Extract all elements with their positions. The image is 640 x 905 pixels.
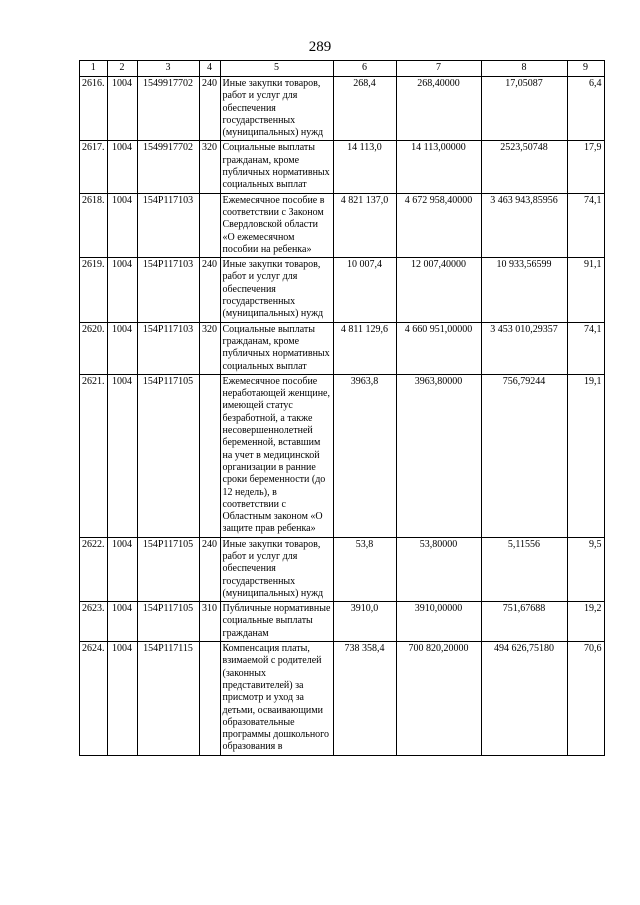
expense-kind-cell: 240: [199, 537, 220, 601]
executed-amount-cell: 756,79244: [481, 374, 567, 537]
column-header: 3: [137, 61, 199, 77]
target-code-cell: 154P117105: [137, 537, 199, 601]
target-code-cell: 154P117105: [137, 602, 199, 642]
section-code-cell: 1004: [107, 258, 137, 322]
section-code-cell: 1004: [107, 537, 137, 601]
name-cell: Социальные выплаты гражданам, кроме публичных нормативных социальных выплат: [220, 141, 333, 193]
row-number-cell: 2622.: [80, 537, 108, 601]
percent-cell: 6,4: [567, 77, 604, 141]
column-header: 1: [80, 61, 108, 77]
approved-amount-cell: 3910,00000: [396, 602, 481, 642]
column-header: 7: [396, 61, 481, 77]
executed-amount-cell: 751,67688: [481, 602, 567, 642]
target-code-cell: 154P117115: [137, 642, 199, 756]
plan-amount-cell: 53,8: [333, 537, 396, 601]
budget-table: [79, 60, 605, 756]
section-code-cell: 1004: [107, 374, 137, 537]
table-row: [80, 374, 605, 537]
percent-cell: 74,1: [567, 322, 604, 374]
plan-amount-cell: 10 007,4: [333, 258, 396, 322]
header-row: [80, 61, 605, 77]
table-row: [80, 258, 605, 322]
name-cell: Иные закупки товаров, работ и услуг для обеспечения государственных (муниципальных) нужд: [220, 537, 333, 601]
approved-amount-cell: 700 820,20000: [396, 642, 481, 756]
executed-amount-cell: 2523,50748: [481, 141, 567, 193]
plan-amount-cell: 738 358,4: [333, 642, 396, 756]
name-cell: Компенсация платы, взимаемой с родителей (законных представителей) за присмотр и уход за детьми, осваивающими образовательные программы дошкольного образования в: [220, 642, 333, 756]
expense-kind-cell: [199, 193, 220, 257]
row-number-cell: 2617.: [80, 141, 108, 193]
approved-amount-cell: 268,40000: [396, 77, 481, 141]
row-number-cell: 2616.: [80, 77, 108, 141]
table-row: [80, 602, 605, 642]
section-code-cell: 1004: [107, 642, 137, 756]
target-code-cell: 154P117103: [137, 258, 199, 322]
column-header: 5: [220, 61, 333, 77]
expense-kind-cell: [199, 642, 220, 756]
plan-amount-cell: 3910,0: [333, 602, 396, 642]
percent-cell: 19,2: [567, 602, 604, 642]
plan-amount-cell: 3963,8: [333, 374, 396, 537]
column-header: 6: [333, 61, 396, 77]
name-cell: Ежемесячное пособие в соответствии с Законом Свердловской области «О ежемесячном пособии на ребенка»: [220, 193, 333, 257]
row-number-cell: 2623.: [80, 602, 108, 642]
executed-amount-cell: 3 463 943,85956: [481, 193, 567, 257]
executed-amount-cell: 10 933,56599: [481, 258, 567, 322]
expense-kind-cell: 240: [199, 77, 220, 141]
section-code-cell: 1004: [107, 141, 137, 193]
column-header: 9: [567, 61, 604, 77]
section-code-cell: 1004: [107, 193, 137, 257]
plan-amount-cell: 4 811 129,6: [333, 322, 396, 374]
executed-amount-cell: 5,11556: [481, 537, 567, 601]
page-number: 289: [308, 39, 332, 55]
table-row: [80, 141, 605, 193]
row-number-cell: 2624.: [80, 642, 108, 756]
section-code-cell: 1004: [107, 602, 137, 642]
expense-kind-cell: 310: [199, 602, 220, 642]
plan-amount-cell: 14 113,0: [333, 141, 396, 193]
table-row: [80, 537, 605, 601]
row-number-cell: 2619.: [80, 258, 108, 322]
table-row: [80, 193, 605, 257]
table-row: [80, 642, 605, 756]
approved-amount-cell: 4 660 951,00000: [396, 322, 481, 374]
executed-amount-cell: 494 626,75180: [481, 642, 567, 756]
plan-amount-cell: 268,4: [333, 77, 396, 141]
percent-cell: 74,1: [567, 193, 604, 257]
plan-amount-cell: 4 821 137,0: [333, 193, 396, 257]
section-code-cell: 1004: [107, 77, 137, 141]
name-cell: Иные закупки товаров, работ и услуг для обеспечения государственных (муниципальных) нужд: [220, 77, 333, 141]
approved-amount-cell: 53,80000: [396, 537, 481, 601]
target-code-cell: 1549917702: [137, 141, 199, 193]
target-code-cell: 154P117103: [137, 322, 199, 374]
approved-amount-cell: 12 007,40000: [396, 258, 481, 322]
section-code-cell: 1004: [107, 322, 137, 374]
row-number-cell: 2618.: [80, 193, 108, 257]
approved-amount-cell: 4 672 958,40000: [396, 193, 481, 257]
target-code-cell: 1549917702: [137, 77, 199, 141]
expense-kind-cell: 240: [199, 258, 220, 322]
target-code-cell: 154P117103: [137, 193, 199, 257]
column-header: 8: [481, 61, 567, 77]
table-row: [80, 322, 605, 374]
percent-cell: 19,1: [567, 374, 604, 537]
percent-cell: 9,5: [567, 537, 604, 601]
approved-amount-cell: 3963,80000: [396, 374, 481, 537]
name-cell: Ежемесячное пособие неработающей женщине, имеющей статус безработной, а также несовершеннолетней беременной, вставшим на учет в медицинской организации в ранние сроки беременности (до 12 недель), в соответствии с Областным законом «О защите прав ребенка»: [220, 374, 333, 537]
column-header: 2: [107, 61, 137, 77]
row-number-cell: 2621.: [80, 374, 108, 537]
name-cell: Публичные нормативные социальные выплаты гражданам: [220, 602, 333, 642]
percent-cell: 70,6: [567, 642, 604, 756]
row-number-cell: 2620.: [80, 322, 108, 374]
expense-kind-cell: [199, 374, 220, 537]
column-header: 4: [199, 61, 220, 77]
expense-kind-cell: 320: [199, 141, 220, 193]
approved-amount-cell: 14 113,00000: [396, 141, 481, 193]
percent-cell: 17,9: [567, 141, 604, 193]
name-cell: Иные закупки товаров, работ и услуг для обеспечения государственных (муниципальных) нужд: [220, 258, 333, 322]
percent-cell: 91,1: [567, 258, 604, 322]
table-row: [80, 77, 605, 141]
name-cell: Социальные выплаты гражданам, кроме публичных нормативных социальных выплат: [220, 322, 333, 374]
expense-kind-cell: 320: [199, 322, 220, 374]
executed-amount-cell: 17,05087: [481, 77, 567, 141]
target-code-cell: 154P117105: [137, 374, 199, 537]
executed-amount-cell: 3 453 010,29357: [481, 322, 567, 374]
